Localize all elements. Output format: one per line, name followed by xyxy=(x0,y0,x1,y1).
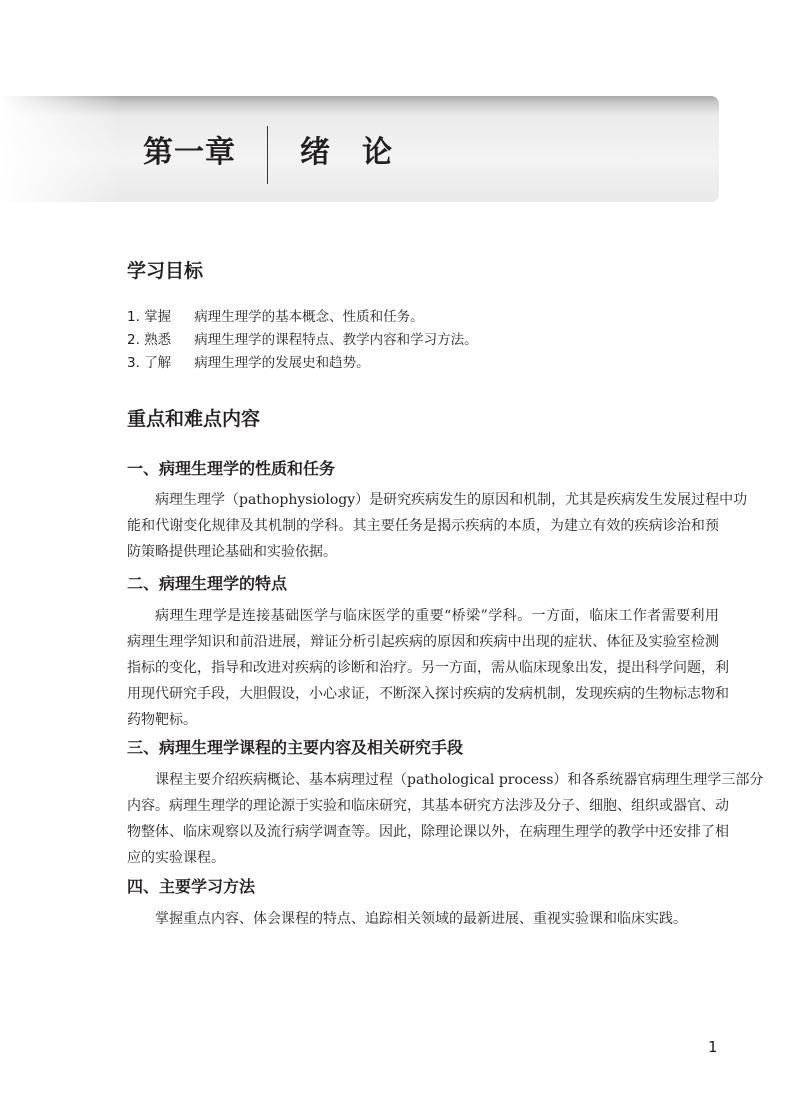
paragraph-line: 病理生理学是连接基础医学与临床医学的重要“桥梁”学科。一方面，临床工作者需要利用 xyxy=(155,608,719,624)
objective-item xyxy=(127,352,478,375)
banner-fade xyxy=(0,96,120,202)
section-heading-features: 二、病理生理学的特点 xyxy=(127,574,288,593)
section-paragraph-methods xyxy=(127,906,719,932)
paragraph-line: 内容。病理生理学的理论源于实验和临床研究，其基本研究方法涉及分子、细胞、组织或器官、动 xyxy=(127,798,729,814)
paragraph-line: 病理生理学知识和前沿进展，辩证分析引起疾病的原因和疾病中出现的症状、体征及实验室检测 xyxy=(127,634,719,650)
key-content-heading: 重点和难点内容 xyxy=(127,408,261,430)
objective-level: 熟悉 xyxy=(144,332,172,348)
page-number: 1 xyxy=(708,1038,718,1056)
paragraph-line: 应的实验课程。 xyxy=(127,850,225,866)
paragraph-line: 课程主要介绍疾病概论、基本病理过程（pathological process）和各系统器官病理生理学三部分 xyxy=(155,772,764,788)
chapter-banner xyxy=(0,96,719,202)
chapter-title: 绪论 xyxy=(300,135,424,170)
section-paragraph-features xyxy=(127,603,729,733)
chapter-number: 第一章 xyxy=(143,135,236,170)
objective-number: 2. xyxy=(127,332,140,348)
paragraph-line: 能和代谢变化规律及其机制的学科。其主要任务是揭示疾病的本质，为建立有效的疾病诊治和预 xyxy=(127,518,719,534)
section-paragraph-content xyxy=(127,767,764,871)
paragraph-line: 掌握重点内容、体会课程的特点、追踪相关领域的最新进展、重视实验课和临床实践。 xyxy=(155,911,687,927)
objective-text: 病理生理学的课程特点、教学内容和学习方法。 xyxy=(194,332,478,348)
objective-level: 掌握 xyxy=(144,309,172,325)
paragraph-line: 物整体、临床观察以及流行病学调查等。因此，除理论课以外，在病理生理学的教学中还安排了相 xyxy=(127,824,729,840)
section-heading-nature: 一、病理生理学的性质和任务 xyxy=(127,459,336,478)
section-heading-content: 三、病理生理学课程的主要内容及相关研究手段 xyxy=(127,738,464,757)
objective-text: 病理生理学的发展史和趋势。 xyxy=(194,355,370,371)
objective-level: 了解 xyxy=(144,355,172,371)
objective-text: 病理生理学的基本概念、性质和任务。 xyxy=(194,309,424,325)
paragraph-line: 病理生理学（pathophysiology）是研究疾病发生的原因和机制，尤其是疾病发生发展过程中功 xyxy=(155,492,748,508)
objective-item xyxy=(127,329,478,352)
paragraph-line: 指标的变化，指导和改进对疾病的诊断和治疗。另一方面，需从临床现象出发，提出科学问题，利 xyxy=(127,660,729,676)
section-heading-methods: 四、主要学习方法 xyxy=(127,877,256,896)
paragraph-line: 药物靶标。 xyxy=(127,712,197,728)
section-paragraph-nature xyxy=(127,487,748,565)
chapter-divider xyxy=(267,126,268,184)
objective-number: 1. xyxy=(127,309,140,325)
objectives-heading: 学习目标 xyxy=(127,260,204,282)
paragraph-line: 用现代研究手段，大胆假设，小心求证，不断深入探讨疾病的发病机制，发现疾病的生物标志物和 xyxy=(127,686,729,702)
objectives-list xyxy=(127,306,478,375)
paragraph-line: 防策略提供理论基础和实验依据。 xyxy=(127,544,337,560)
objective-item xyxy=(127,306,478,329)
objective-number: 3. xyxy=(127,355,140,371)
